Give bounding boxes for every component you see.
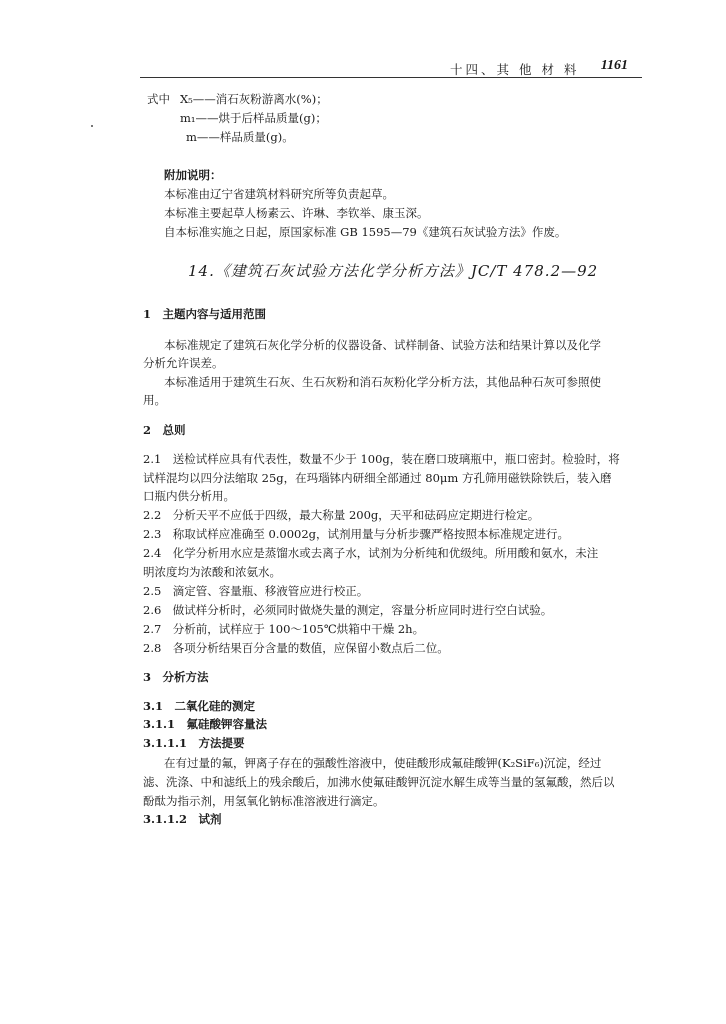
subsection-heading-3-1-1-1: 3.1.1.1 方法提要 xyxy=(143,736,245,750)
formula-var-x5: X₅——消石灰粉游离水(%)； xyxy=(180,92,328,106)
paragraph-line: 2.1 送检试样应具有代表性，数量不少于 100g，装在磨口玻璃瓶中，瓶口密封。检验时，将 xyxy=(143,452,620,466)
appendix-line: 自本标准实施之日起，原国家标准 GB 1595—79《建筑石灰试验方法》作废。 xyxy=(164,225,567,239)
paragraph-line: 2.6 做试样分析时，必须同时做烧失量的测定，容量分析应同时进行空白试验。 xyxy=(143,603,553,617)
header-section-title: 十四、其 他 材 料 xyxy=(450,62,580,77)
paragraph-line: 分析允许误差。 xyxy=(143,356,224,370)
paragraph-line: 酚酞为指示剂，用氢氧化钠标准溶液进行滴定。 xyxy=(143,794,385,808)
subsection-heading-3-1-1-2: 3.1.1.2 试剂 xyxy=(143,812,222,826)
section-heading-2: 2 总则 xyxy=(143,423,186,437)
appendix-heading: 附加说明： xyxy=(164,168,222,182)
paragraph-line: 2.4 化学分析用水应是蒸馏水或去离子水，试剂为分析纯和优级纯。所用酸和氨水，未注 xyxy=(143,546,599,560)
paragraph-line: 明浓度均为浓酸和浓氨水。 xyxy=(143,565,281,579)
formula-var-m: m——样品质量(g)。 xyxy=(186,130,294,144)
paragraph-line: 2.3 称取试样应准确至 0.0002g，试剂用量与分析步骤严格按照本标准规定进行。 xyxy=(143,527,570,541)
paragraph-line: 2.7 分析前，试样应于 100～105℃烘箱中干燥 2h。 xyxy=(143,622,425,636)
header-rule xyxy=(140,77,642,78)
appendix-line: 本标准主要起草人杨素云、许琳、李钦举、康玉深。 xyxy=(164,206,429,220)
paragraph-line: 口瓶内供分析用。 xyxy=(143,489,235,503)
paragraph-line: 本标准适用于建筑生石灰、生石灰粉和消石灰粉化学分析方法，其他品种石灰可参照使 xyxy=(164,375,601,389)
scan-speck xyxy=(91,125,93,127)
formula-intro: 式中 xyxy=(147,92,170,106)
subsection-heading-3-1: 3.1 二氧化硅的测定 xyxy=(143,699,256,713)
formula-var-m1: m₁——烘于后样品质量(g)； xyxy=(180,111,327,125)
paragraph-line: 在有过量的氟，钾离子存在的强酸性溶液中，使硅酸形成氟硅酸钾(K₂SiF₆)沉淀，经过 xyxy=(164,756,602,770)
section-heading-1: 1 主题内容与适用范围 xyxy=(143,307,267,321)
paragraph-line: 滤、洗涤、中和滤纸上的残余酸后，加沸水使氟硅酸钾沉淀水解生成等当量的氢氟酸，然后以 xyxy=(143,775,615,789)
paragraph-line: 本标准规定了建筑石灰化学分析的仪器设备、试样制备、试验方法和结果计算以及化学 xyxy=(164,338,601,352)
subsection-heading-3-1-1: 3.1.1 氟硅酸钾容量法 xyxy=(143,717,268,731)
paragraph-line: 2.5 滴定管、容量瓶、移液管应进行校正。 xyxy=(143,584,369,598)
page-number: 1161 xyxy=(600,58,628,73)
appendix-line: 本标准由辽宁省建筑材料研究所等负责起草。 xyxy=(164,187,394,201)
paragraph-line: 2.2 分析天平不应低于四级，最大称量 200g，天平和砝码应定期进行检定。 xyxy=(143,508,540,522)
running-header xyxy=(140,58,642,78)
section-heading-3: 3 分析方法 xyxy=(143,670,209,684)
paragraph-line: 试样混均以四分法缩取 25g，在玛瑙钵内研细全部通过 80μm 方孔筛用磁铁除铁后，装入磨 xyxy=(143,471,612,485)
paragraph-line: 2.8 各项分析结果百分含量的数值，应保留小数点后二位。 xyxy=(143,641,449,655)
paragraph-line: 用。 xyxy=(143,393,166,407)
standard-title: 14.《建筑石灰试验方法化学分析方法》JC/T 478.2—92 xyxy=(188,262,599,280)
